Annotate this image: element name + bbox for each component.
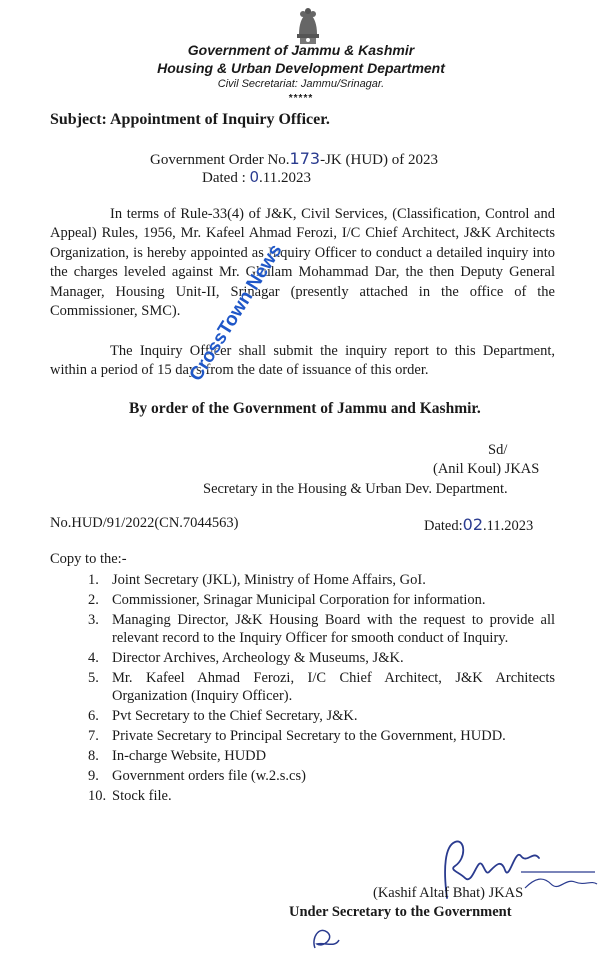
list-item: 9. Government orders file (w.2.s.cs): [88, 768, 306, 784]
list-item: 4. Director Archives, Archeology & Museums, J&K.: [88, 650, 404, 666]
list-item: 10. Stock file.: [88, 788, 172, 804]
list-item: 1. Joint Secretary (JKL), Ministry of Home Affairs, GoI.: [88, 572, 426, 588]
header-government: Government of Jammu & Kashmir: [187, 42, 415, 58]
dated-handwritten: 0: [249, 168, 260, 186]
watermark-text: CrossTown News: [185, 240, 287, 385]
list-item: 5. Mr. Kafeel Ahmad Ferozi, I/C Chief Architect, J&K Architects Organization (Inquiry Officer).: [88, 670, 555, 704]
undersigned-designation: Under Secretary to the Government: [289, 904, 512, 920]
list-item: 8. In-charge Website, HUDD: [88, 748, 267, 764]
copy-to-list: [88, 571, 555, 807]
order-prefix: Government Order No.: [150, 152, 290, 168]
header-secretariat: Civil Secretariat: Jammu/Srinagar.: [217, 78, 385, 90]
dated-label: Dated :: [202, 170, 250, 186]
reference-dated-handwritten: 02: [462, 515, 484, 534]
order-paragraph-2: The Inquiry Officer shall submit the inquiry report to this Department, within a period of 15 days from the date of issuance of this order.: [50, 343, 555, 379]
list-item: 2. Commissioner, Srinagar Municipal Corporation for information.: [88, 592, 486, 608]
reference-dated-label: Dated:: [424, 518, 463, 534]
undersigned-name: (Kashif Altaf Bhat) JKAS: [373, 885, 524, 901]
handwritten-initials: [305, 918, 345, 958]
copy-to-heading: Copy to the:-: [50, 551, 127, 567]
reference-dated-rest: .11.2023: [483, 518, 534, 534]
list-item: 3. Managing Director, J&K Housing Board with the request to provide all relevant record to the Inquiry Officer for smooth conduct of Inquiry.: [88, 612, 555, 646]
order-suffix: -JK (HUD) of 2023: [320, 152, 438, 168]
list-item: 6. Pvt Secretary to the Chief Secretary, J&K.: [88, 708, 358, 724]
header-department: Housing & Urban Development Department: [157, 60, 445, 76]
order-paragraph-1: In terms of Rule-33(4) of J&K, Civil Services, (Classification, Control and Appeal) Rules, 1956, Mr. Kafeel Ahmad Ferozi, I/C Chief Architect, J&K Architects Organization, is hereby appointed as Inquiry Officer to conduct a detailed inquiry into the charges leveled against Mr. Ghulam Mohammad Dar, the then Deputy General Manager, Housing Unit-II, Srinagar (presently attached in the office of the Commissioner, SMC).: [50, 206, 555, 320]
signatory-name: (Anil Koul) JKAS: [433, 461, 540, 477]
list-item: 7. Private Secretary to Principal Secretary to the Government, HUDD.: [88, 728, 506, 744]
signatory-designation: Secretary in the Housing & Urban Dev. Department.: [203, 481, 508, 497]
by-order-line: By order of the Government of Jammu and Kashmir.: [129, 400, 481, 417]
order-number-handwritten: 173: [289, 149, 321, 168]
order-number-line: [150, 149, 438, 169]
order-dated-line: [202, 168, 311, 187]
reference-dated: [424, 515, 533, 535]
reference-number: No.HUD/91/2022(CN.7044563): [50, 515, 239, 531]
signatory-sd: Sd/: [488, 442, 508, 458]
state-emblem-icon: [291, 6, 325, 46]
subject-line: Subject: Appointment of Inquiry Officer.: [50, 111, 330, 128]
header-stars: *****: [288, 93, 314, 104]
dated-rest: .11.2023: [259, 170, 311, 186]
